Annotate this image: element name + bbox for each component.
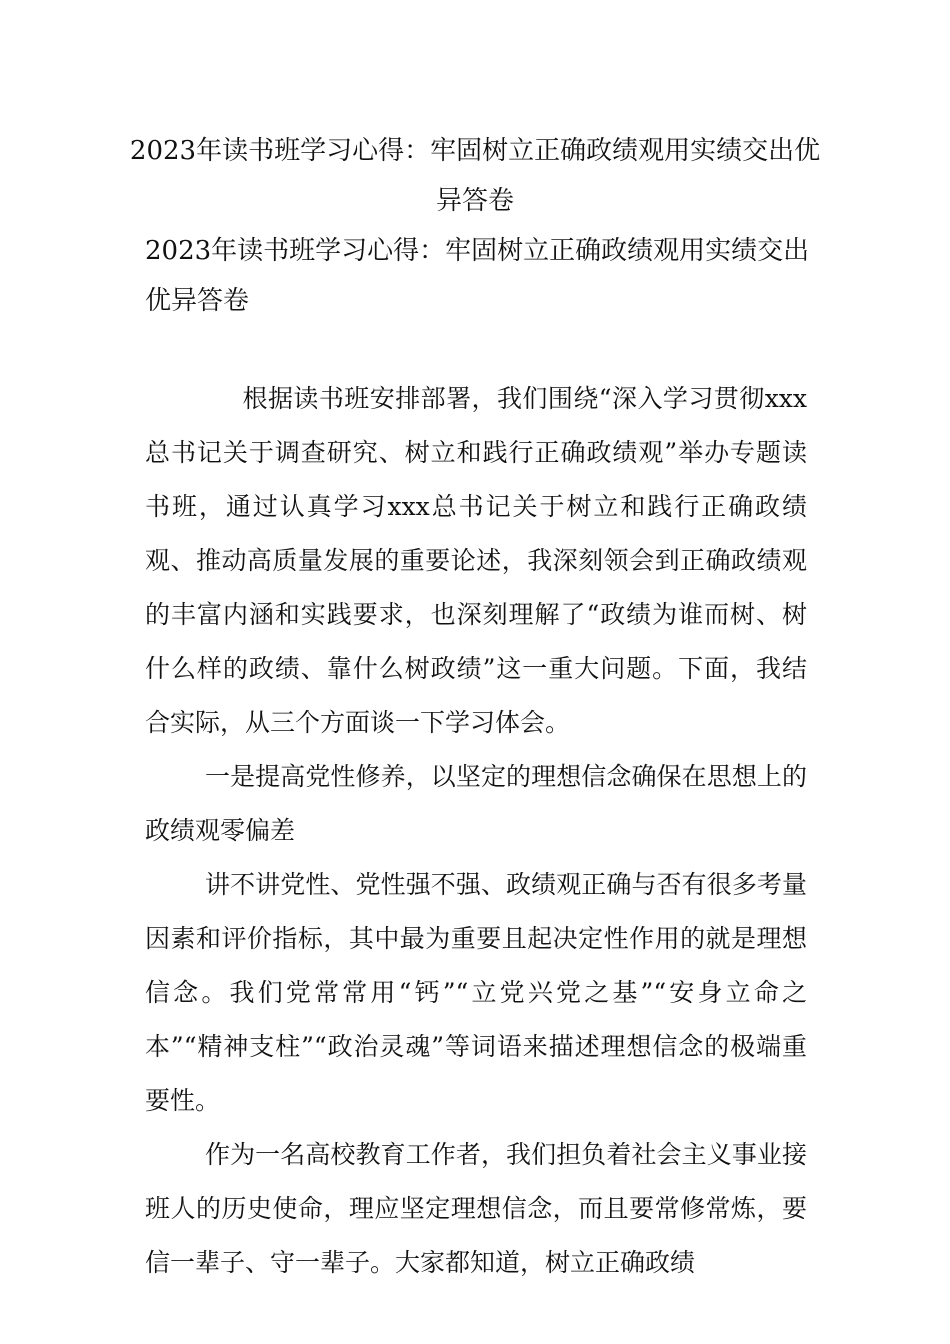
document-body <box>145 372 807 1290</box>
paragraph-intro: 根据读书班安排部署，我们围绕“深入学习贯彻xxx总书记关于调查研究、树立和践行正确政绩观”举办专题读书班，通过认真学习xxx总书记关于树立和践行正确政绩观、推动高质量发展的重要论述，我深刻领会到正确政绩观的丰富内涵和实践要求，也深刻理解了“政绩为谁而树、树什么样的政绩、靠什么树政绩”这一重大问题。下面，我结合实际，从三个方面谈一下学习体会。 <box>145 384 807 737</box>
paragraph-educator: 作为一名高校教育工作者，我们担负着社会主义事业接班人的历史使命，理应坚定理想信念，而且要常修常炼，要信一辈子、守一辈子。大家都知道，树立正确政绩 <box>145 1140 807 1277</box>
paragraph-party-spirit: 讲不讲党性、党性强不强、政绩观正确与否有很多考量因素和评价指标，其中最为重要且起决定性作用的就是理想信念。我们党常常用“钙”“立党兴党之基”“安身立命之本”“精神支柱”“政治灵魂”等词语来描述理想信念的极端重要性。 <box>145 870 807 1115</box>
document-title-centered: 2023年读书班学习心得：牢固树立正确政绩观用实绩交出优异答卷 <box>129 136 821 216</box>
section-heading-one: 一是提高党性修养，以坚定的理想信念确保在思想上的政绩观零偏差 <box>145 762 807 845</box>
document-title-repeated: 2023年读书班学习心得：牢固树立正确政绩观用实绩交出优异答卷 <box>145 236 810 316</box>
